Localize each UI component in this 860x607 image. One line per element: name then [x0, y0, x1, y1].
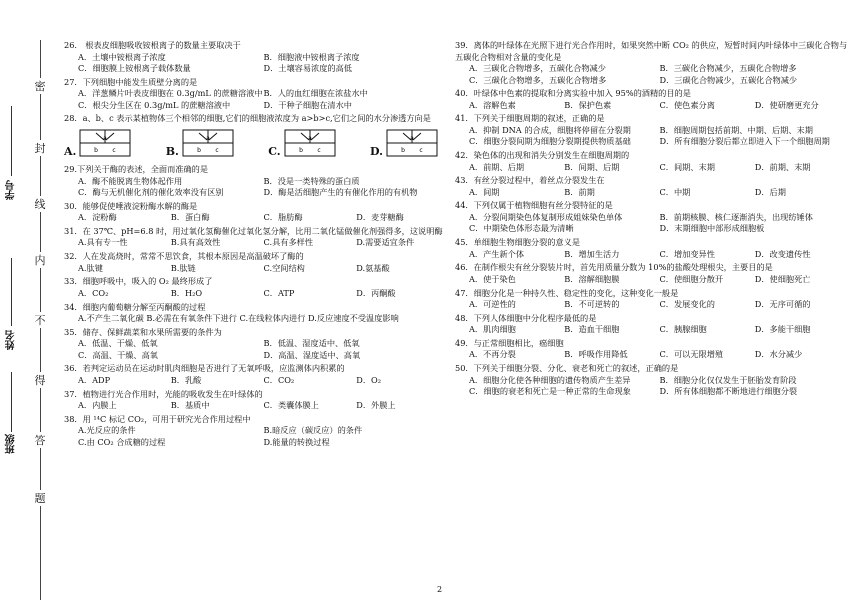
option: A．间期 [469, 186, 500, 197]
options [455, 299, 850, 311]
options [64, 425, 449, 448]
question-stem: 44．下列仅属于植物细胞有丝分裂特征的是 [455, 200, 613, 211]
seal-char: 得 [34, 374, 46, 387]
option: D．多能干细胞 [754, 324, 811, 335]
question [64, 302, 449, 325]
option: A．内膜上 [78, 400, 117, 411]
seal-char: 内 [34, 254, 46, 267]
option-letter: C. [268, 145, 281, 159]
options [455, 162, 850, 174]
svg-text:c: c [112, 146, 117, 154]
question-stem: 47．细胞分化是一种持久性、稳定性的变化，这种变化一般是 [455, 287, 679, 298]
option: A．产生新个体 [469, 248, 525, 259]
question [455, 200, 850, 235]
option: A．低温、干燥、低氧 [78, 338, 158, 349]
option: C．ATP [263, 287, 295, 298]
left-column [64, 40, 449, 450]
svg-text:b: b [401, 146, 405, 154]
question-stem: 27．下列细胞中能发生质壁分离的是 [64, 76, 198, 87]
name-rule [11, 258, 12, 326]
option: C．CO₂ [263, 374, 295, 385]
option: C．可以无限增殖 [659, 349, 724, 360]
option: A．细胞分化使各种细胞的遗传物质产生差异 [469, 374, 631, 385]
option: B．不可逆转的 [564, 299, 620, 309]
options [64, 263, 449, 275]
question [455, 363, 850, 398]
cell-diagram [78, 128, 132, 158]
option: B.肽链 [170, 262, 196, 273]
question-stem: 37．植物进行光合作用时，光能的吸收发生在叶绿体的 [64, 388, 263, 399]
question [64, 226, 449, 249]
option-figure [370, 128, 439, 158]
option: D．丙酮酸 [356, 287, 396, 298]
question-stem: 35．储存、保鲜蔬菜和水果所需要的条件为 [64, 326, 222, 337]
options [64, 237, 449, 249]
class-rule [11, 372, 12, 432]
option: B．溶解细胞膜 [564, 273, 620, 284]
name-label: 姓名 [6, 330, 17, 350]
page-number: 2 [437, 585, 443, 594]
option: C．酶与无机催化剂的催化效率没有区别 [78, 187, 224, 198]
option: A．CO₂ [78, 287, 109, 298]
option: A．土壤中铵根离子浓度 [78, 51, 166, 62]
option: C．发展变化的 [659, 299, 715, 309]
option: C.空间结构 [263, 262, 305, 273]
question [64, 201, 449, 224]
question-stem: 29.下列关于酶的表述，全面而准确的是 [64, 164, 209, 175]
question-stem: 28．a、b、c 表示某植物体三个相邻的细胞,它们的细胞液浓度为 a>b>c,它们之间的水分渗透方向是 [64, 113, 431, 124]
question [455, 313, 850, 336]
option: D．酶是活细胞产生的有催化作用的有机物 [263, 187, 418, 198]
option: D．干种子细胞在清水中 [263, 99, 352, 110]
option: B．没是一类特殊的蛋白质 [263, 175, 360, 186]
option: B.暗反应（碳反应）的条件 [263, 425, 363, 436]
option: D.能量的转换过程 [263, 436, 330, 447]
question-stem: 38．用 ¹⁴C 标记 CO₂，可用于研究光合作用过程中 [64, 413, 251, 424]
svg-text:b: b [94, 146, 99, 154]
seal-char: 密 [34, 80, 46, 93]
options [64, 288, 449, 300]
options [64, 375, 449, 387]
option: C．间期、末期 [659, 161, 715, 172]
option: B.具有高效性 [170, 237, 221, 248]
option: C．三碳化合物增多，五碳化合物增多 [469, 74, 607, 85]
options [455, 212, 850, 235]
options [455, 100, 850, 112]
option: C．增加变异性 [659, 248, 715, 259]
option: C．中期 [659, 186, 691, 197]
option: A.光反应的条件 [78, 425, 136, 436]
option: A．不再分裂 [469, 349, 516, 360]
option: C．根尖分生区在 0.3g/mL 的蔗糖溶液中 [78, 99, 231, 110]
question-stem: 31．在 37℃、pH=6.8 时，用过氧化氢酶催化过氧化氢分解，比用二氧化锰做催化剂强得多，这说明酶 [64, 225, 443, 236]
option: A．抑制 DNA 的合成，细胞将停留在分裂期 [469, 124, 631, 135]
question-stem: 40．叶绿体中色素的提取和分离实验中加入 95%的酒精的目的是 [455, 88, 691, 99]
option: D．所有体细胞都不断地进行细胞分裂 [659, 386, 798, 397]
option: B．前期核膜、核仁逐渐消失，出现纺锤体 [659, 211, 813, 222]
option: D．麦芽糖酶 [356, 212, 404, 223]
option: C．细胞的衰老和死亡是一种正常的生命现象 [469, 386, 631, 397]
svg-text:b: b [298, 146, 303, 154]
option: B．H₂O [170, 287, 203, 298]
cell-diagram [385, 128, 439, 158]
option: A．ADP [78, 374, 111, 385]
options [455, 274, 850, 286]
option: D．改变遗传性 [754, 248, 811, 259]
option: D．三碳化合物减少，五碳化合物减少 [659, 74, 798, 85]
option: A．肌肉细胞 [469, 324, 516, 335]
option: B．人的血红细胞在浓盐水中 [263, 88, 368, 99]
binding-margin [0, 0, 55, 607]
options [455, 324, 850, 336]
svg-text:a: a [103, 134, 108, 142]
question [455, 338, 850, 361]
svg-text:a: a [307, 134, 312, 142]
option: D．水分减少 [754, 349, 803, 360]
option: D．前期、末期 [754, 161, 811, 172]
options [455, 125, 850, 148]
seal-char: 封 [34, 142, 46, 155]
option: A．可逆性的 [469, 299, 516, 309]
question-stem: 39．离体的叶绿体在光照下进行光合作用时，如果突然中断 CO₂ 的供应，短暂时间内叶绿体中三碳化合物与五碳化合物相对含量的变化是 [455, 40, 848, 62]
option: C.具有多样性 [263, 237, 314, 248]
option: C．中期染色体形态最为清晰 [469, 223, 574, 234]
question-stem: 33．细胞呼吸中，吸入的 O₂ 最终形成了 [64, 276, 213, 287]
option: B．基质中 [170, 400, 210, 411]
seal-char: 不 [34, 314, 46, 327]
question [64, 40, 449, 75]
option: B．细胞液中铵根离子浓度 [263, 51, 360, 62]
option: A．酶不能脱离生物体起作用 [78, 175, 183, 186]
option: D．O₂ [356, 374, 381, 385]
option: B．细胞分化仅仅发生于胚胎发育阶段 [659, 374, 797, 385]
options [64, 176, 449, 199]
option: D．使研磨更充分 [754, 99, 819, 110]
option-letter: B. [165, 145, 179, 159]
question [455, 237, 850, 260]
question-stem: 26． 根表皮细胞吸收铵根离子的数量主要取决于 [64, 40, 241, 50]
question [455, 113, 850, 148]
right-column [455, 40, 850, 400]
option: A.肽键 [78, 262, 103, 273]
option: B．三碳化合物减少，五碳化合物增多 [659, 63, 797, 73]
cell-diagram [283, 128, 337, 158]
question [455, 40, 850, 86]
question [64, 251, 449, 274]
option-letter: A. [64, 145, 77, 159]
option: C．脂肪酶 [263, 212, 303, 223]
options [455, 187, 850, 199]
option: C．胰腺细胞 [659, 324, 707, 335]
option: C．使色素分离 [659, 99, 715, 110]
option: A．三碳化合物增多，五碳化合物减少 [469, 63, 606, 73]
option: C.由 CO₂ 合成糖的过程 [78, 436, 166, 447]
option: C．类囊体膜上 [263, 400, 319, 411]
question-stem: 34．细胞内葡萄糖分解至丙酮酸的过程 [64, 301, 206, 312]
option: B．蛋白酶 [170, 212, 210, 223]
option-figure [166, 128, 235, 158]
option: C．使细胞分散开 [659, 273, 724, 284]
option: D．外膜上 [356, 400, 396, 411]
option: B．增加生活力 [564, 248, 620, 259]
option: A.具有专一性 [78, 237, 128, 248]
option: D．无序可循的 [754, 299, 811, 309]
question-stem: 49．与正常细胞相比，癌细胞 [455, 337, 564, 348]
question [64, 327, 449, 362]
question-stem: 32．人在发高烧时，常常不思饮食，其根本原因是高温破坏了酶的 [64, 251, 304, 262]
question-stem: 43．有丝分裂过程中，着丝点分裂发生在 [455, 175, 605, 186]
question [455, 262, 850, 285]
question-stem: 42．染色体的出现和消失分别发生在细胞周期的 [455, 150, 630, 161]
option: B．乳酸 [170, 374, 202, 385]
option: B．间期、后期 [564, 161, 620, 172]
option: A．淀粉酶 [78, 212, 117, 223]
seal-char: 题 [34, 492, 46, 505]
options [64, 313, 449, 325]
option: A．分裂间期染色体复制形成姐妹染色单体 [469, 211, 623, 222]
option: A.不产生二氧化碳 B.必需在有氧条件下进行 C.在线粒体内进行 D.反应速度不受温度影响 [78, 313, 399, 323]
question [455, 288, 850, 311]
option: D．使细胞死亡 [754, 273, 811, 284]
question-stem: 41．下列关于细胞周期的叙述，正确的是 [455, 113, 605, 124]
number-label: 学号 [6, 180, 17, 200]
question [64, 414, 449, 449]
options [64, 88, 449, 111]
question [64, 77, 449, 112]
option-figures [64, 125, 449, 162]
svg-text:c: c [419, 146, 423, 154]
option: C．高温、干燥、高氧 [78, 349, 158, 360]
option-letter: D. [370, 145, 383, 159]
option-figure [268, 128, 336, 158]
question [64, 276, 449, 299]
cell-diagram [181, 128, 235, 158]
option: D．后期 [754, 186, 786, 197]
option: C．细胞分裂间期为细胞分裂期提供物质基础 [469, 136, 631, 147]
question-stem: 30．能够促使唾液淀粉酶水解的酶是 [64, 200, 198, 211]
option: D．所有细胞分裂后都立即进入下一个细胞周期 [659, 136, 830, 147]
question-stem: 45．单细胞生物细胞分裂的意义是 [455, 237, 581, 248]
option: A．前期、后期 [469, 161, 525, 172]
options [64, 400, 449, 412]
option: D．土壤容易浓度的高低 [263, 63, 352, 73]
option: A．使于染色 [469, 273, 516, 284]
options [455, 63, 850, 86]
option: B．保护色素 [564, 99, 612, 110]
options [455, 349, 850, 361]
question-stem: 46．在制作根尖有丝分裂装片时，首先用质量分数为 10%的盐酸处理根尖，主要目的是 [455, 262, 773, 273]
options [455, 249, 850, 261]
seal-char: 线 [34, 198, 46, 211]
question [455, 175, 850, 198]
option: D.需要适宜条件 [356, 237, 415, 248]
options [64, 212, 449, 224]
option: D.氨基酸 [356, 262, 390, 273]
option: D．末期细胞中部形成细胞板 [659, 223, 765, 234]
question-stem: 48．下列人体细胞中分化程序最低的是 [455, 312, 597, 323]
question-stem: 50．下列关于细胞分裂、分化、衰老和死亡的叙述，正确的是 [455, 363, 679, 374]
question-stem: 36．若判定运动员在运动时肌肉细胞是否进行了无氧呼吸，应监测体内积累的 [64, 363, 345, 374]
option: C．细胞膜上铵根离子载体数量 [78, 63, 191, 73]
question [64, 389, 449, 412]
option: A．溶解色素 [469, 99, 516, 110]
class-label: 班级 [6, 434, 17, 454]
options [455, 375, 850, 398]
option: B．造血干细胞 [564, 324, 620, 335]
option-figure [64, 128, 132, 158]
options [64, 338, 449, 361]
svg-text:c: c [316, 146, 321, 154]
option: B．呼吸作用降低 [564, 349, 628, 360]
options [64, 52, 449, 75]
option: B．细胞周期包括前期、中期、后期、末期 [659, 124, 813, 135]
question [455, 88, 850, 111]
svg-text:c: c [215, 146, 219, 154]
svg-text:a: a [410, 134, 414, 142]
number-rule [11, 106, 12, 176]
seal-char: 答 [34, 434, 46, 447]
svg-text:a: a [206, 134, 210, 142]
question [455, 150, 850, 173]
option: A．洋葱鳞片叶表皮细胞在 0.3g/mL 的蔗糖溶液中 [78, 88, 263, 99]
question [64, 164, 449, 199]
option: B．前期 [564, 186, 595, 197]
option: D．高温、湿度适中、高氧 [263, 349, 361, 360]
question [64, 363, 449, 386]
svg-text:b: b [196, 146, 201, 154]
question [64, 113, 449, 162]
option: B．低温、湿度适中、低氧 [263, 338, 360, 349]
